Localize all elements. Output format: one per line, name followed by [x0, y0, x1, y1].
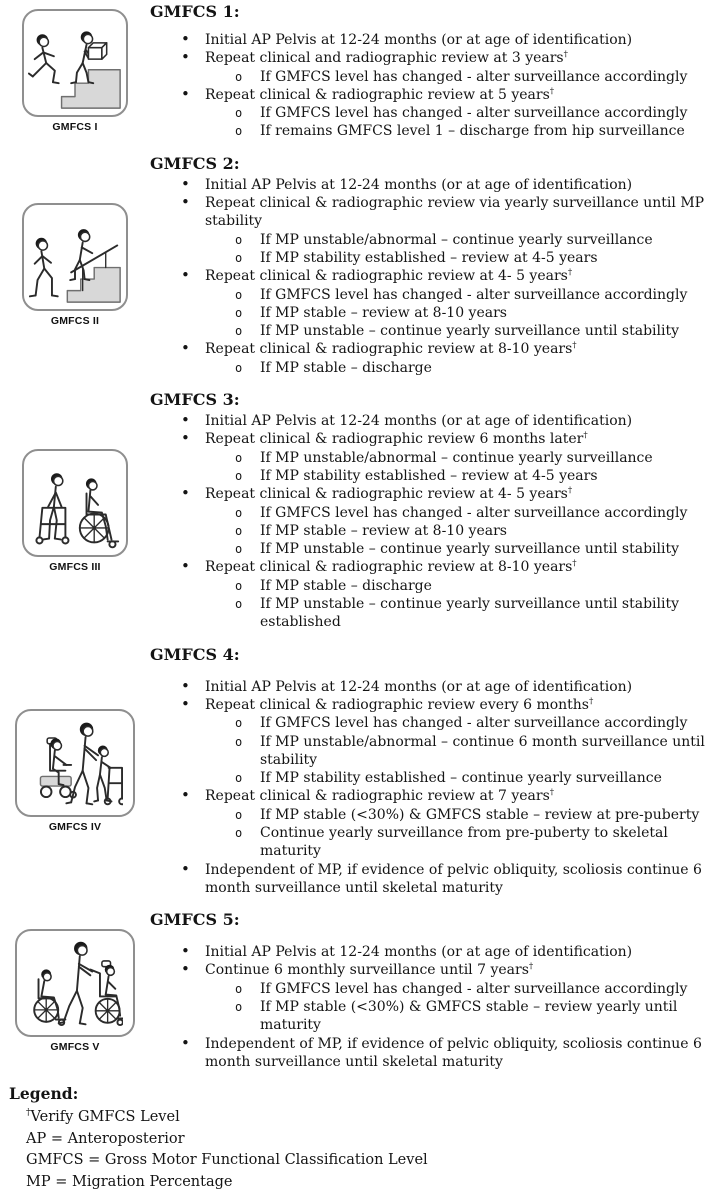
section-gmfcs-1	[0, 2, 710, 141]
section-gmfcs-4	[0, 645, 710, 898]
sub-bullet-list	[205, 806, 709, 861]
sub-bullet-list	[205, 504, 709, 559]
sub-bullet-item: o If GMFCS level has changed - alter surveillance accordingly	[235, 504, 709, 522]
bullet-item	[180, 558, 709, 631]
sub-bullet-list	[205, 980, 709, 1035]
gmfcs-3-icon-column	[0, 390, 150, 632]
gmfcs-i-illustration-box	[22, 9, 128, 117]
sub-bullet-item: o If MP stable – review at 8-10 years	[235, 304, 709, 322]
dagger-footnote-marker: †	[583, 430, 588, 441]
dagger-footnote-marker: †	[26, 1108, 31, 1119]
bullet-text: Repeat clinical and radiographic review at 3 years†	[205, 49, 568, 67]
gmfcs-2-caption: GMFCS II	[50, 315, 100, 328]
sub-bullet-item: o If MP unstable/abnormal – continue yearly surveillance	[235, 231, 709, 249]
bullet-text: Initial AP Pelvis at 12-24 months (or at age of identification)	[205, 32, 633, 48]
sub-bullet-list	[205, 286, 709, 341]
sub-bullet-item: o If MP stable (<30%) & GMFCS stable – review yearly until maturity	[235, 998, 709, 1035]
gmfcs-iii-illustration	[27, 455, 123, 551]
gmfcs-3-caption: GMFCS III	[49, 560, 101, 573]
bullet-item	[180, 49, 709, 86]
bullet-text: Initial AP Pelvis at 12-24 months (or at age of identification)	[205, 413, 633, 430]
gmfcs-v-illustration-box	[15, 929, 135, 1037]
legend-item	[26, 1107, 710, 1129]
bullet-text: †Verify GMFCS Level	[26, 1108, 180, 1126]
sub-bullet-list	[205, 577, 709, 632]
bullet-text: Repeat clinical & radiographic review at 8-10 years†	[205, 558, 577, 576]
dagger-footnote-marker: †	[567, 485, 573, 496]
bullet-text: Initial AP Pelvis at 12-24 months (or at age of identification)	[205, 678, 633, 695]
sub-bullet-item: o If MP stability established – continue yearly surveillance	[235, 769, 709, 787]
sub-bullet-item: o If GMFCS level has changed - alter surveillance accordingly	[235, 714, 709, 732]
bullet-item	[180, 31, 709, 49]
bullet-item	[180, 696, 709, 787]
bullet-item	[180, 943, 709, 961]
sub-bullet-item: o If MP unstable – continue yearly surveillance until stability established	[235, 595, 709, 632]
bullet-list-gmfcs-2	[150, 176, 709, 377]
child-climbing-stairs-figure	[70, 230, 92, 281]
sub-bullet-item: o If MP stability established – review at 4-5 years	[235, 249, 709, 267]
gmfcs-iii-illustration-box	[22, 449, 128, 557]
bullet-text: Repeat clinical & radiographic review at 4- 5 years†	[205, 485, 573, 503]
gmfcs-i-illustration	[27, 15, 123, 111]
bullet-list-gmfcs-4	[150, 678, 709, 898]
bullet-text: Independent of MP, if evidence of pelvic obliquity, scoliosis continue 6 month surveillance until skeletal maturity	[205, 1035, 702, 1070]
bullet-text: Repeat clinical & radiographic review 6 months later†	[205, 430, 588, 448]
sub-bullet-list	[205, 359, 709, 377]
dagger-footnote-marker: †	[589, 696, 594, 707]
bullet-item	[180, 961, 709, 1034]
bullet-text: AP = Anteroposterior	[26, 1130, 185, 1147]
gmfcs-ii-illustration	[27, 209, 123, 305]
sub-bullet-list	[205, 104, 709, 141]
sub-bullet-item: o If MP stable – discharge	[235, 359, 709, 377]
bullet-list-gmfcs-1	[150, 31, 709, 141]
bullet-text: Independent of MP, if evidence of pelvic obliquity, scoliosis continue 6 month surveillance until skeletal maturity	[205, 861, 702, 896]
bullet-item	[180, 176, 709, 194]
bullet-text: Repeat clinical & radiographic review at 4- 5 years†	[205, 267, 573, 285]
sub-bullet-item: o If GMFCS level has changed - alter surveillance accordingly	[235, 286, 709, 304]
bullet-item	[180, 412, 709, 430]
bullet-text: GMFCS = Gross Motor Functional Classification Level	[26, 1152, 428, 1169]
sub-bullet-item: o If MP stability established – review at 4-5 years	[235, 467, 709, 485]
bullet-item	[180, 1035, 709, 1072]
sub-bullet-item: o If GMFCS level has changed - alter surveillance accordingly	[235, 104, 709, 122]
section-heading-gmfcs-1: GMFCS 1:	[150, 2, 240, 21]
sub-bullet-item: o If GMFCS level has changed - alter surveillance accordingly	[235, 980, 709, 998]
gmfcs-1-caption: GMFCS I	[52, 121, 98, 134]
sub-bullet-item: o If MP unstable/abnormal – continue 6 month surveillance until stability	[235, 733, 709, 770]
bullet-item	[180, 787, 709, 860]
section-gmfcs-2	[0, 154, 710, 377]
bullet-item	[180, 86, 709, 141]
bullet-item	[180, 485, 709, 558]
section-heading-gmfcs-5: GMFCS 5:	[150, 910, 240, 930]
bullet-item	[180, 194, 709, 267]
gmfcs-2-icon-column	[0, 154, 150, 377]
dagger-footnote-marker: †	[567, 267, 573, 278]
gmfcs-1-icon-column	[0, 2, 150, 141]
child-in-wheelchair-figure	[80, 478, 118, 547]
bullet-text: Initial AP Pelvis at 12-24 months (or at age of identification)	[205, 176, 633, 193]
bullet-text: Repeat clinical & radiographic review every 6 months†	[205, 696, 594, 713]
section-heading-gmfcs-3: GMFCS 3:	[150, 390, 240, 410]
child-with-walker-figure	[43, 473, 62, 539]
legend-item	[26, 1172, 710, 1194]
dagger-footnote-marker: †	[549, 86, 555, 97]
section-gmfcs-5	[0, 910, 710, 1071]
child-running-figure	[29, 35, 59, 84]
bullet-text: Repeat clinical & radiographic review at 7 years†	[205, 787, 555, 805]
sub-bullet-list	[205, 714, 709, 787]
dagger-footnote-marker: †	[572, 340, 577, 351]
child-walking-figure	[30, 238, 58, 297]
legend-section	[9, 1084, 710, 1193]
gmfcs-5-caption: GMFCS V	[50, 1040, 100, 1053]
legend-heading: Legend:	[9, 1084, 79, 1104]
gmfcs-v-illustration	[27, 935, 123, 1031]
gmfcs-5-icon-column	[0, 910, 150, 1071]
bullet-list-gmfcs-3	[150, 412, 709, 632]
legend-item	[26, 1129, 710, 1151]
section-heading-gmfcs-2: GMFCS 2:	[150, 153, 240, 173]
sub-bullet-item: o If MP stable (<30%) & GMFCS stable – review at pre-puberty	[235, 806, 709, 824]
gmfcs-ii-illustration-box	[22, 203, 128, 311]
bullet-text: Initial AP Pelvis at 12-24 months (or at age of identification)	[205, 944, 633, 961]
pushed-wheelchair-with-child-figure	[90, 961, 123, 1025]
sub-bullet-list	[205, 68, 709, 86]
bullet-text: Repeat clinical & radiographic review via yearly surveillance until MP stability	[205, 195, 705, 230]
legend-item	[26, 1150, 710, 1172]
section-gmfcs-3	[0, 390, 710, 632]
dagger-footnote-marker: †	[572, 558, 577, 569]
bullet-text: Repeat clinical & radiographic review at 8-10 years†	[205, 340, 577, 358]
sub-bullet-item: o If MP unstable – continue yearly surveillance until stability	[235, 322, 709, 340]
legend-list	[9, 1107, 710, 1193]
gmfcs-4-caption: GMFCS IV	[48, 820, 102, 833]
walker-icon	[105, 768, 123, 804]
bullet-item	[180, 861, 709, 898]
bullet-item	[180, 430, 709, 485]
bullet-list-gmfcs-5	[150, 943, 709, 1071]
bullet-text: Continue 6 monthly surveillance until 7 years†	[205, 961, 534, 979]
sub-bullet-list	[205, 449, 709, 486]
gmfcs-iv-illustration	[27, 715, 123, 811]
sub-bullet-item: o If MP unstable/abnormal – continue yearly surveillance	[235, 449, 709, 467]
sub-bullet-item: o If MP stable – review at 8-10 years	[235, 522, 709, 540]
gmfcs-iv-illustration-box	[15, 709, 135, 817]
gmfcs-4-icon-column	[0, 645, 150, 898]
bullet-text: Repeat clinical & radiographic review at 5 years†	[205, 86, 555, 103]
sub-bullet-list	[205, 231, 709, 268]
sub-bullet-item: o If MP unstable – continue yearly surveillance until stability	[235, 540, 709, 558]
dagger-footnote-marker: †	[528, 961, 534, 972]
bullet-text: MP = Migration Percentage	[26, 1173, 233, 1190]
adult-pushing-figure	[59, 941, 93, 1024]
bullet-item	[180, 678, 709, 696]
sub-bullet-item: o If MP stable – discharge	[235, 577, 709, 595]
sub-bullet-item: o If GMFCS level has changed - alter surveillance accordingly	[235, 68, 709, 86]
dagger-footnote-marker: †	[549, 787, 555, 798]
bullet-item	[180, 340, 709, 377]
child-in-wheelchair-slumped-figure	[34, 969, 65, 1025]
sub-bullet-item: o If remains GMFCS level 1 – discharge from hip surveillance	[235, 122, 709, 140]
stairs-icon	[62, 70, 121, 108]
bullet-item	[180, 267, 709, 340]
dagger-footnote-marker: †	[563, 49, 568, 60]
sub-bullet-item: o Continue yearly surveillance from pre-puberty to skeletal maturity	[235, 824, 709, 861]
section-heading-gmfcs-4: GMFCS 4:	[150, 644, 240, 664]
